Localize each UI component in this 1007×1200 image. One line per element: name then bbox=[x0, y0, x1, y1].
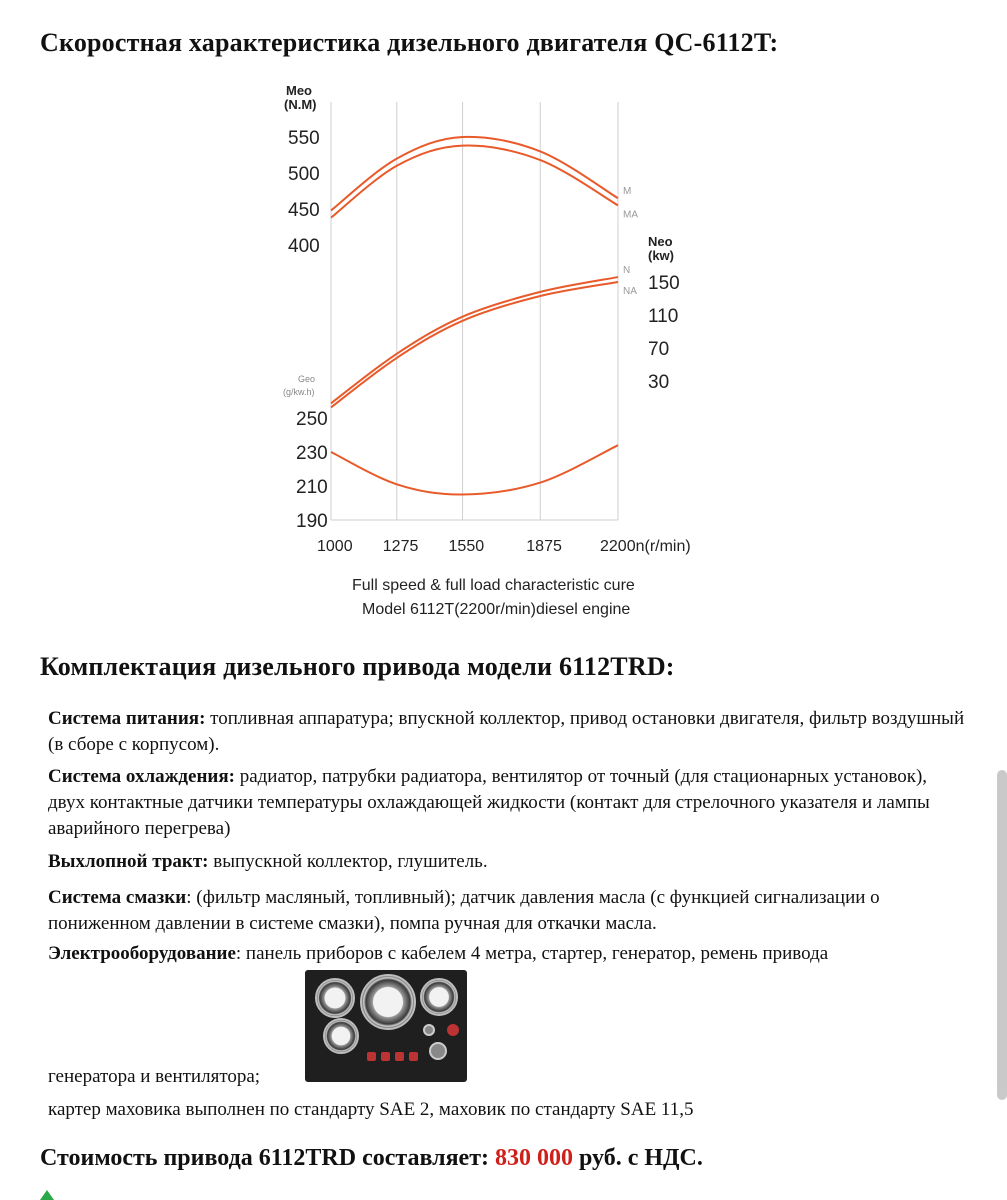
power-axis-title-2: (kw) bbox=[648, 248, 674, 263]
consumption-axis-title-1: Geo bbox=[298, 374, 316, 384]
series-line-n bbox=[331, 277, 618, 403]
torque-tick-label: 450 bbox=[288, 200, 320, 221]
kit-item-text: выпускной коллектор, глушитель. bbox=[208, 851, 488, 872]
consumption-tick-label: 230 bbox=[296, 443, 328, 464]
power-tick-label: 150 bbox=[648, 273, 680, 294]
kit-item-text: радиатор, патрубки радиатора, вентилятор от точный (для стационарных установок), двух контактные датчики температуры охлаждающей жидкости (контакт для стрелочного указателя и лампы аварийного перегрева) bbox=[48, 766, 930, 839]
triangle-icon bbox=[40, 1190, 54, 1200]
gauge-icon bbox=[323, 1018, 359, 1054]
switch-icon bbox=[423, 1024, 435, 1036]
kit-item-text: топливная аппаратура; впускной коллектор, привод остановки двигателя, фильтр воздушный (в сборе с корпусом). bbox=[48, 708, 965, 755]
chart-caption-2: Model 6112T(2200r/min)diesel engine bbox=[362, 601, 631, 618]
warning-lamp-icon bbox=[447, 1024, 459, 1036]
kit-item-text: : (фильтр масляный, топливный); датчик давления масла (с функцией сигнализации о пониженном давлении в системе смазки), помпа ручная для откачки масла. bbox=[48, 887, 880, 934]
x-tick-label: 2200n(r/min) bbox=[600, 538, 691, 555]
kit-item-electrical bbox=[48, 941, 968, 967]
torque-tick-label: 500 bbox=[288, 164, 320, 185]
kit-item-lubrication bbox=[48, 885, 968, 937]
series-line-na bbox=[331, 282, 618, 407]
power-tick-label: 70 bbox=[648, 339, 670, 360]
kit-item-label: Система смазки bbox=[48, 887, 187, 908]
power-axis-title-1: Neo bbox=[648, 234, 673, 249]
kit-item-label: Система охлаждения: bbox=[48, 766, 235, 787]
series-labels bbox=[623, 186, 638, 297]
scrollbar[interactable] bbox=[997, 770, 1007, 1100]
series-label-na: NA bbox=[623, 286, 637, 297]
tachometer-icon bbox=[360, 974, 416, 1030]
torque-axis-title-1: Meo bbox=[286, 83, 312, 98]
x-tick-label: 1275 bbox=[382, 538, 419, 555]
torque-tick-label: 400 bbox=[288, 236, 320, 257]
power-tick-label: 110 bbox=[648, 306, 679, 327]
chart-curves bbox=[331, 137, 618, 495]
power-tick-label: 30 bbox=[648, 372, 670, 393]
page-title: Скоростная характеристика дизельного двигателя QC-6112T: bbox=[40, 28, 779, 57]
series-label-n: N bbox=[623, 265, 631, 277]
kit-item-flywheel: картер маховика выполнен по стандарту SAE 2, маховик по стандарту SAE 11,5 bbox=[48, 1099, 694, 1120]
kit-item-label: Система питания: bbox=[48, 708, 206, 729]
price-suffix: руб. с НДС. bbox=[573, 1145, 703, 1171]
x-tick-label: 1550 bbox=[448, 538, 485, 555]
consumption-axis-title-2: (g/kw.h) bbox=[283, 387, 315, 397]
series-label-ma: MA bbox=[623, 209, 638, 221]
consumption-tick-label: 210 bbox=[296, 477, 328, 498]
instrument-panel-image bbox=[305, 970, 467, 1082]
series-line-ma bbox=[331, 146, 618, 218]
key-switch-icon bbox=[429, 1042, 447, 1060]
price-prefix: Стоимость привода 6112TRD составляет: bbox=[40, 1145, 495, 1171]
indicator-icon bbox=[409, 1052, 418, 1061]
consumption-axis-ticks bbox=[296, 409, 328, 532]
gauge-icon bbox=[420, 978, 458, 1016]
price-value: 830 000 bbox=[495, 1145, 573, 1171]
kit-item-text: : панель приборов с кабелем 4 метра, стартер, генератор, ремень привода bbox=[235, 943, 829, 964]
gauge-icon bbox=[315, 978, 355, 1018]
chart-caption-1: Full speed & full load characteristic cure bbox=[352, 577, 635, 594]
series-line-m bbox=[331, 137, 618, 211]
x-axis-ticks bbox=[317, 538, 691, 555]
kit-item-cooling bbox=[48, 764, 968, 842]
power-axis-ticks bbox=[648, 273, 680, 393]
kit-item-exhaust bbox=[48, 849, 968, 875]
kit-item-power bbox=[48, 706, 968, 758]
x-tick-label: 1000 bbox=[317, 538, 353, 555]
kit-item-label: Выхлопной тракт: bbox=[48, 851, 209, 872]
consumption-tick-label: 250 bbox=[296, 409, 328, 430]
indicator-icon bbox=[381, 1052, 390, 1061]
section-title: Комплектация дизельного привода модели 6112TRD: bbox=[40, 652, 675, 681]
x-tick-label: 1875 bbox=[526, 538, 562, 555]
kit-item-electrical-continued: генератора и вентилятора; bbox=[48, 1066, 261, 1087]
consumption-tick-label: 190 bbox=[296, 511, 328, 532]
torque-axis-title-2: (N.M) bbox=[284, 97, 317, 112]
series-line-consumption bbox=[331, 445, 618, 494]
indicator-icon bbox=[395, 1052, 404, 1061]
series-label-m: M bbox=[623, 186, 632, 198]
torque-tick-label: 550 bbox=[288, 128, 320, 149]
torque-axis-ticks bbox=[288, 128, 320, 257]
indicator-icon bbox=[367, 1052, 376, 1061]
kit-item-label: Электрооборудование bbox=[48, 943, 236, 964]
price-line bbox=[40, 1145, 703, 1172]
